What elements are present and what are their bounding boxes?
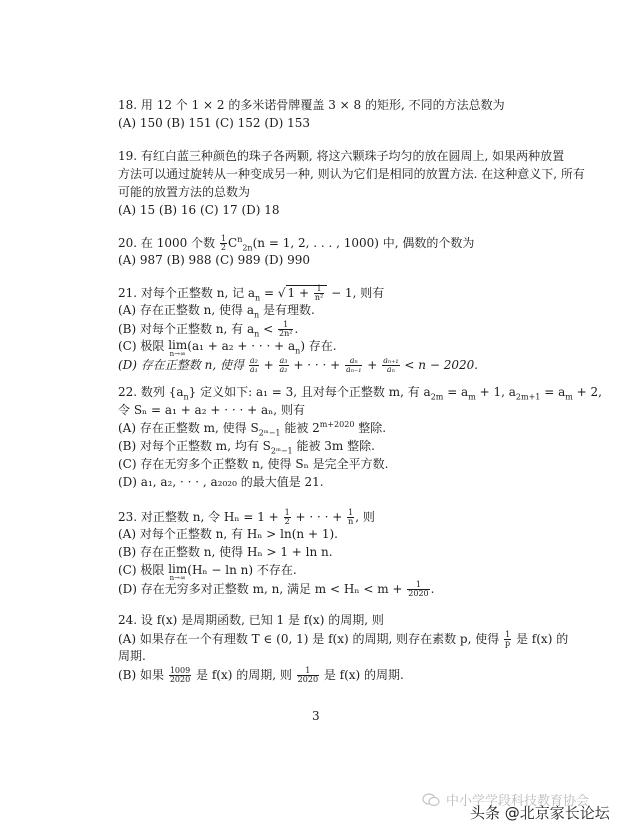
q22-sub-2m1: 2m+1 bbox=[515, 392, 541, 402]
question-21-stem bbox=[118, 285, 558, 303]
q21-opt-c-sub: n bbox=[295, 346, 301, 356]
q23-opt-c-a: (C) 极限 bbox=[118, 563, 165, 577]
q21-d-plus2: + bbox=[367, 358, 378, 372]
q20-text-a: 20. 在 1000 个数 bbox=[118, 236, 216, 250]
q24-opt-b-f1n: 1009 bbox=[169, 666, 191, 675]
q22-opt-a-b: 能被 2 bbox=[280, 421, 320, 435]
q21-sqrt-a: 1 + bbox=[287, 286, 310, 300]
q21-opt-a-b: 是有理数. bbox=[259, 303, 315, 317]
q20-sup: n bbox=[237, 235, 243, 244]
q22-s1c: = a bbox=[443, 385, 469, 399]
q23-stem-c: , 则 bbox=[355, 510, 375, 524]
q21-opt-b-frac bbox=[278, 321, 293, 338]
q20-frac-num: 1 bbox=[220, 234, 226, 243]
q23-opt-d-b: . bbox=[430, 582, 435, 596]
q21-d-frac1 bbox=[249, 357, 259, 374]
q24-opt-b-c: 是 f(x) 的周期. bbox=[320, 668, 404, 682]
question-19-stem-line3: 可能的放置方法的总数为 bbox=[118, 185, 251, 199]
q21-opt-a: (A) 存在正整数 n, 使得 a bbox=[118, 303, 254, 317]
page-number: 3 bbox=[312, 709, 320, 723]
q24-opt-a-b: 是 f(x) 的 bbox=[512, 632, 569, 646]
q23-opt-d-frac bbox=[407, 581, 429, 598]
question-19-options: (A) 15 (B) 16 (C) 17 (D) 18 bbox=[118, 203, 280, 217]
q21-d-f4d: aₙ bbox=[386, 365, 395, 374]
q21-d-end: < n − 2020. bbox=[404, 358, 479, 372]
question-22-option-b bbox=[118, 439, 558, 457]
q23-stem-b: + · · · + bbox=[295, 510, 343, 524]
q21-opt-c-b: (a₁ + a₂ + · · · + a bbox=[187, 339, 296, 353]
q22-sub-2m: 2m bbox=[430, 392, 444, 402]
q23-opt-d-fd: 2020 bbox=[408, 589, 429, 598]
q22-opt-a-sub: 2ᵐ−1 bbox=[258, 428, 281, 438]
q24-opt-a-fd: p bbox=[505, 639, 511, 648]
question-20 bbox=[118, 235, 558, 271]
q20-sub: 2n bbox=[242, 243, 253, 253]
q23-f2n: 1 bbox=[348, 508, 354, 517]
question-24-option-b bbox=[118, 667, 558, 685]
question-20-stem bbox=[118, 235, 558, 253]
q21-stem-c: − 1, 则有 bbox=[327, 286, 385, 300]
q23-f1d: 2 bbox=[284, 517, 290, 526]
q24-opt-b-a: (B) 如果 bbox=[118, 668, 164, 682]
q21-sqrt-frac-den: n² bbox=[314, 293, 324, 302]
question-23-stem bbox=[118, 509, 558, 527]
question-22-option-c: (C) 存在无穷多个正整数 n, 使得 Sₙ 是完全平方数. bbox=[118, 457, 389, 471]
q21-opt-b: (B) 对每个正整数 n, 有 a bbox=[118, 322, 255, 336]
q21-d-f1n: a₂ bbox=[249, 356, 258, 365]
q23-opt-d-a: (D) 存在无穷多对正整数 m, n, 满足 m < Hₙ < m + bbox=[118, 582, 403, 596]
question-21-option-c bbox=[118, 339, 558, 357]
question-21-option-d bbox=[118, 357, 558, 375]
q23-opt-d-fn: 1 bbox=[407, 581, 429, 590]
q21-stem-a: 21. 对每个正整数 n, 记 a bbox=[118, 286, 256, 300]
question-20-options: (A) 987 (B) 988 (C) 989 (D) 990 bbox=[118, 253, 311, 267]
q24-opt-b-f2n: 1 bbox=[297, 667, 319, 676]
question-23-option-d bbox=[118, 581, 558, 599]
question-18 bbox=[118, 98, 558, 134]
q22-s1d: + 1, a bbox=[475, 385, 516, 399]
question-22-stem-line1 bbox=[118, 385, 602, 403]
q21-d-frac3 bbox=[345, 357, 362, 374]
q21-opt-a-sub: n bbox=[254, 310, 260, 320]
question-23-option-a: (A) 对每个正整数 n, 有 Hₙ > ln(n + 1). bbox=[118, 527, 338, 541]
q22-opt-a-a: (A) 存在正整数 m, 使得 S bbox=[118, 421, 259, 435]
q21-opt-b-frac-den: 2n² bbox=[279, 329, 293, 338]
q20-binom-c: C bbox=[228, 236, 238, 250]
q21-sqrt-frac bbox=[314, 285, 324, 302]
question-23-option-c bbox=[118, 563, 558, 581]
question-22-option-a bbox=[118, 421, 558, 439]
q22-opt-a-c: 整除. bbox=[354, 421, 387, 435]
q21-opt-b-c: . bbox=[294, 322, 299, 336]
q22-sub-m2: m bbox=[565, 392, 573, 402]
q24-opt-b-frac2 bbox=[297, 667, 319, 684]
q21-opt-b-b: < bbox=[259, 322, 274, 336]
q21-d-plus1: + bbox=[263, 358, 274, 372]
q24-opt-b-b: 是 f(x) 的周期, 则 bbox=[192, 668, 292, 682]
q21-d-f3d: aₙ₋₁ bbox=[345, 365, 362, 374]
question-18-stem: 18. 用 12 个 1 × 2 的多米诺骨牌覆盖 3 × 8 的矩形, 不同的方法总数为 bbox=[118, 98, 505, 112]
q20-fraction bbox=[220, 235, 227, 252]
q22-s1e: = a bbox=[540, 385, 566, 399]
q21-sqrt-frac-num: 1 bbox=[314, 285, 324, 294]
q21-opt-c-c: ) 存在. bbox=[300, 339, 337, 353]
q23-frac2 bbox=[347, 509, 354, 526]
q22-s1f: + 2, bbox=[572, 385, 602, 399]
q21-d-frac2 bbox=[279, 357, 289, 374]
q24-opt-a-frac bbox=[504, 631, 511, 648]
q22-opt-b-a: (B) 对每个正整数 m, 均有 S bbox=[118, 439, 271, 453]
question-24-option-a-line2: 周期. bbox=[118, 649, 146, 663]
q23-opt-c-b: (Hₙ − ln n) 不存在. bbox=[187, 563, 297, 577]
q22-s1b: } 定义如下: a₁ = 3, 且对每个正整数 m, 有 a bbox=[188, 385, 431, 399]
q21-sub-n: n bbox=[255, 293, 261, 303]
q21-opt-d: (D) 存在正整数 n, 使得 bbox=[118, 358, 244, 372]
q23-f1n: 1 bbox=[284, 508, 290, 517]
q21-limit bbox=[168, 339, 187, 358]
question-21-option-a bbox=[118, 303, 558, 321]
q21-opt-c: (C) 极限 bbox=[118, 339, 165, 353]
q23-limit bbox=[168, 563, 187, 582]
question-22-option-d: (D) a₁, a₂, · · · , a₂₀₂₀ 的最大值是 21. bbox=[118, 475, 324, 489]
question-22 bbox=[118, 385, 602, 493]
question-22-stem-line2: 令 Sₙ = a₁ + a₂ + · · · + aₙ, 则有 bbox=[118, 403, 305, 417]
q22-opt-b-sub: 2ᵐ−1 bbox=[270, 446, 293, 456]
question-24-stem: 24. 设 f(x) 是周期函数, 已知 1 是 f(x) 的周期, 则 bbox=[118, 613, 384, 627]
q20-frac-den: 2 bbox=[220, 243, 226, 252]
q24-opt-a-a: (A) 如果存在一个有理数 T ∈ (0, 1) 是 f(x) 的周期, 则存在素数 p, 使得 bbox=[118, 632, 500, 646]
q20-text-c: (n = 1, 2, . . . , 1000) 中, 偶数的个数为 bbox=[252, 236, 475, 250]
q24-opt-a-fn: 1 bbox=[505, 630, 511, 639]
q23-lim-sub: n→∞ bbox=[169, 574, 186, 582]
q21-sqrt bbox=[286, 285, 328, 300]
question-24 bbox=[118, 613, 569, 685]
q22-sub-m1: m bbox=[468, 392, 476, 402]
question-23 bbox=[118, 509, 558, 599]
q22-opt-a-sup: m+2020 bbox=[319, 420, 355, 429]
q21-d-f2d: a₂ bbox=[279, 365, 288, 374]
question-24-option-a bbox=[118, 630, 569, 649]
q24-opt-b-f2d: 2020 bbox=[297, 675, 319, 684]
q23-lim: lim bbox=[168, 562, 188, 576]
source-credit: 头条 @北京家长论坛 bbox=[470, 804, 610, 822]
q21-opt-b-frac-num: 1 bbox=[278, 321, 293, 330]
q21-d-f3n: aₙ bbox=[345, 357, 362, 366]
q22-sub-n: n bbox=[183, 392, 189, 402]
question-23-option-b: (B) 存在正整数 n, 使得 Hₙ > 1 + ln n. bbox=[118, 545, 333, 559]
q23-stem-a: 23. 对正整数 n, 令 Hₙ = 1 + bbox=[118, 510, 279, 524]
question-21 bbox=[118, 285, 558, 375]
q23-frac1 bbox=[284, 509, 291, 526]
q21-lim-sub: n→∞ bbox=[169, 350, 186, 358]
q24-opt-b-frac1 bbox=[169, 667, 191, 684]
q21-d-mid: + · · · + bbox=[293, 358, 341, 372]
q23-f2d: n bbox=[348, 517, 354, 526]
q22-opt-b-b: 能被 3m 整除. bbox=[292, 439, 375, 453]
q21-d-f1d: a₁ bbox=[249, 365, 258, 374]
question-19 bbox=[118, 149, 585, 221]
question-21-option-b bbox=[118, 321, 558, 339]
q21-d-f4n: aₙ₊₁ bbox=[383, 356, 399, 365]
q21-lim: lim bbox=[168, 338, 188, 352]
q21-d-frac4 bbox=[382, 357, 399, 374]
watermark-text: 中小学学段科技教育协会 bbox=[446, 794, 590, 809]
question-19-stem-line2: 方法可以通过旋转从一种变成另一种, 则认为它们是相同的放置方法. 在这种意义下, 所有 bbox=[118, 167, 585, 181]
q22-s1a: 22. 数列 {a bbox=[118, 385, 184, 399]
question-18-options: (A) 150 (B) 151 (C) 152 (D) 153 bbox=[118, 116, 311, 130]
q21-stem-b: = √ bbox=[260, 286, 286, 300]
wechat-icon bbox=[422, 792, 440, 811]
question-19-stem-line1: 19. 有红白蓝三种颜色的珠子各两颗, 将这六颗珠子均匀的放在圆周上, 如果两种放置 bbox=[118, 149, 565, 163]
q21-opt-b-sub: n bbox=[254, 329, 260, 339]
q21-d-f2n: a₃ bbox=[279, 356, 288, 365]
q24-opt-b-f1d: 2020 bbox=[169, 675, 191, 684]
footer bbox=[418, 790, 640, 828]
